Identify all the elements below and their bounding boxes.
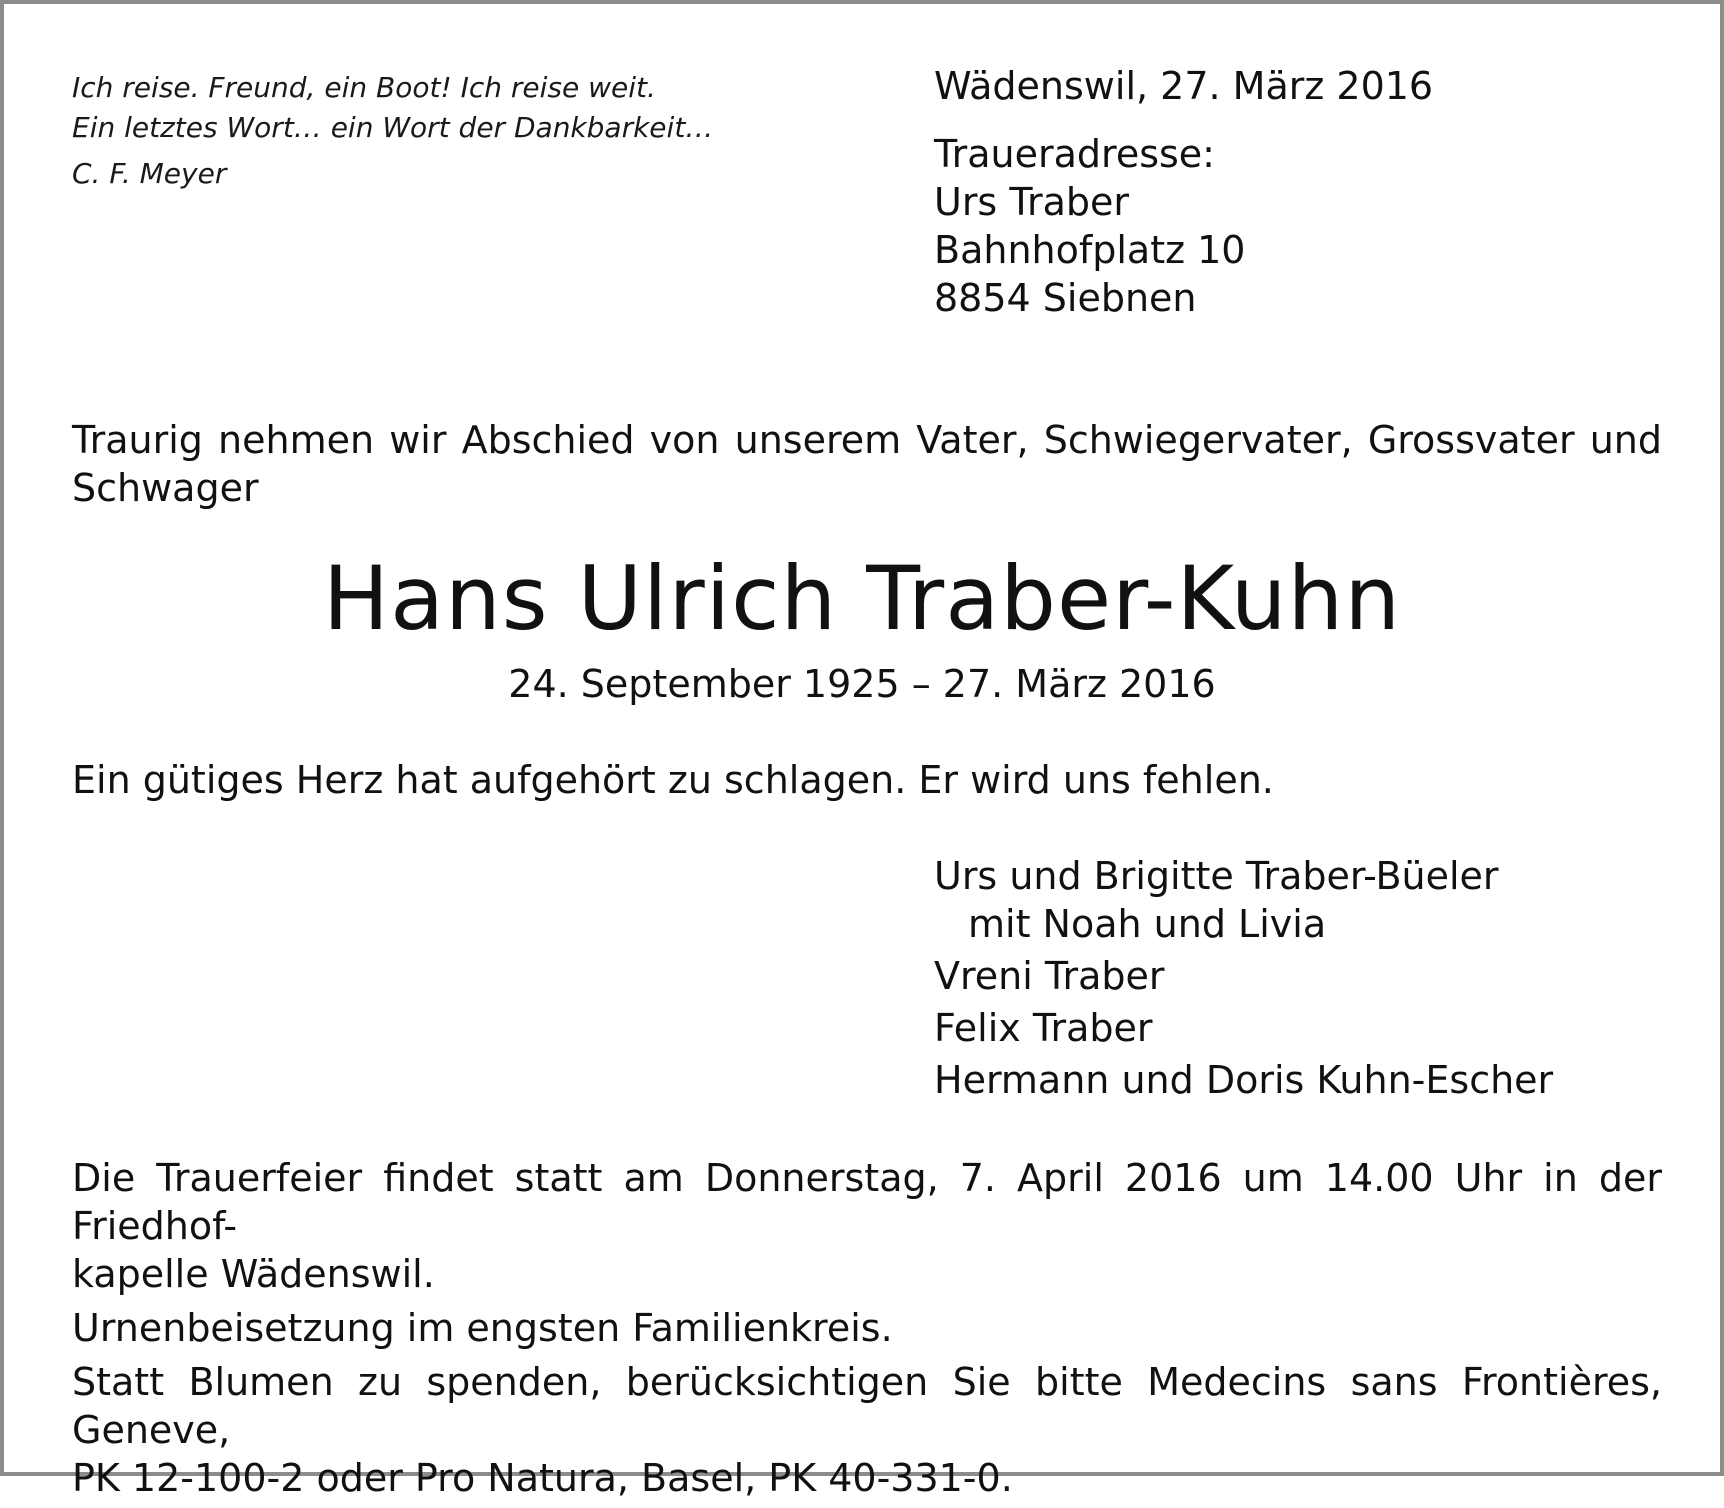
quote-line-2: Ein letztes Wort… ein Wort der Dankbarkeit… bbox=[72, 111, 714, 144]
intro-text bbox=[72, 416, 1662, 512]
donation-line-b: PK 12-100-2 oder Pro Natura, Basel, PK 40-331-0. bbox=[72, 1456, 1013, 1500]
quote-line-1: Ich reise. Freund, ein Boot! Ich reise weit. bbox=[72, 71, 656, 104]
poem-quote bbox=[72, 68, 713, 194]
family-signatures bbox=[934, 852, 1553, 1108]
ceremony-info bbox=[72, 1154, 1662, 1508]
ceremony-paragraph bbox=[72, 1154, 1662, 1298]
deceased-name: Hans Ulrich Traber-Kuhn bbox=[322, 547, 1402, 650]
place-date: Wädenswil, 27. März 2016 bbox=[934, 64, 1434, 108]
intro-line-1: Traurig nehmen wir Abschied von unserem Vater, Schwiegervater, Grossvater und bbox=[72, 418, 1662, 462]
life-dates: 24. September 1925 – 27. März 2016 bbox=[508, 662, 1216, 706]
family-member-4: Hermann und Doris Kuhn-Escher bbox=[934, 1058, 1554, 1102]
mourning-address bbox=[934, 130, 1245, 322]
burial-paragraph bbox=[72, 1304, 1662, 1352]
family-member-2: Vreni Traber bbox=[934, 954, 1165, 998]
address-city: 8854 Siebnen bbox=[934, 276, 1197, 320]
intro-line-2: Schwager bbox=[72, 466, 259, 510]
ceremony-line-1b: kapelle Wädenswil. bbox=[72, 1252, 435, 1296]
heart-line: Ein gütiges Herz hat aufgehört zu schlagen. Er wird uns fehlen. bbox=[72, 758, 1274, 802]
family-member-3: Felix Traber bbox=[934, 1006, 1153, 1050]
donation-line-a: Statt Blumen zu spenden, berücksichtigen Sie bitte Medecins sans Frontières, Geneve, bbox=[72, 1360, 1662, 1452]
address-street: Bahnhofplatz 10 bbox=[934, 228, 1246, 272]
family-member-1-children: mit Noah und Livia bbox=[968, 902, 1327, 946]
address-label: Traueradresse: bbox=[934, 132, 1215, 176]
quote-author: C. F. Meyer bbox=[72, 157, 227, 190]
address-name: Urs Traber bbox=[934, 180, 1129, 224]
family-member-1: Urs und Brigitte Traber-Büeler bbox=[934, 854, 1499, 898]
burial-line: Urnenbeisetzung im engsten Familienkreis. bbox=[72, 1306, 893, 1350]
donation-paragraph bbox=[72, 1358, 1662, 1502]
ceremony-line-1a: Die Trauerfeier findet statt am Donnerstag, 7. April 2016 um 14.00 Uhr in der Friedhof- bbox=[72, 1156, 1662, 1248]
